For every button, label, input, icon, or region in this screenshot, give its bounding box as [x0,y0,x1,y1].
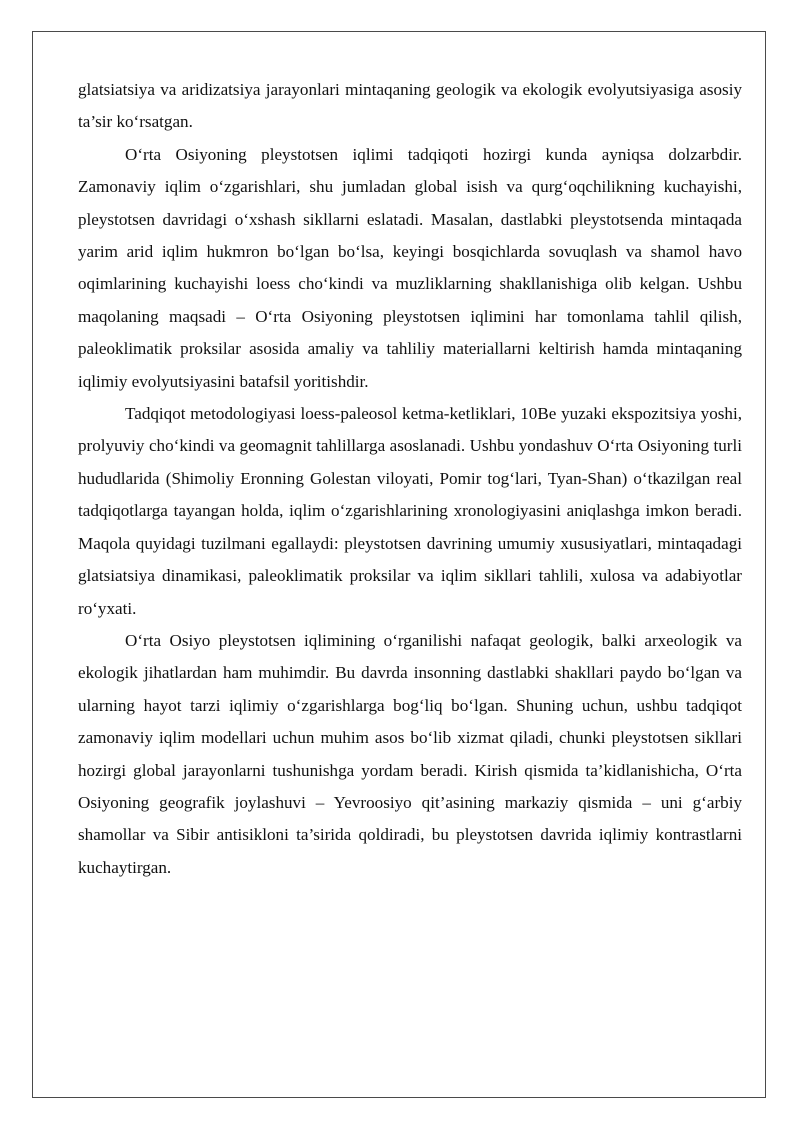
paragraph-continuation: glatsiatsiya va aridizatsiya jarayonlari mintaqaning geologik va ekologik evolyutsiyasiga asosiy ta’sir ko‘rsatgan. [78,80,742,132]
paragraph-methodology: Tadqiqot metodologiyasi loess-paleosol ketma-ketliklari, 10Be yuzaki ekspozitsiya yoshi, prolyuviy cho‘kindi va geomagnit tahlillarga asoslanadi. Ushbu yondashuv O‘rta Osiyoning turli hududlarida (Shimoliy Eronning Golestan viloyati, Pomir tog‘lari, Tyan-Shan) o‘tkazilgan real tadqiqotlarga tayangan holda, iqlim o‘zgarishlarining xronologiyasini aniqlashga imkon beradi. Maqola quyidagi tuzilmani egallaydi: pleystotsen davrining umumiy xususiyatlari, mintaqadagi glatsiatsiya dinamikasi, paleoklimatik proksilar va iqlim sikllari tahlili, xulosa va adabiyotlar ro‘yxati. [78,404,742,618]
paragraph-significance: O‘rta Osiyo pleystotsen iqlimining o‘rganilishi nafaqat geologik, balki arxeologik va ekologik jihatlardan ham muhimdir. Bu davrda insonning dastlabki shakllari paydo bo‘lgan va ularning hayot tarzi iqlimiy o‘zgarishlarga bog‘liq bo‘lgan. Shuning uchun, ushbu tadqiqot zamonaviy iqlim modellari uchun muhim asos bo‘lib xizmat qiladi, chunki pleystotsen sikllari hozirgi global jarayonlarni tushunishga yordam beradi. Kirish qismida ta’kidlanishicha, O‘rta Osiyoning geografik joylashuvi – Yevroosiyo qit’asining markaziy qismida – uni g‘arbiy shamollar va Sibir antisikloni ta’sirida qoldiradi, bu pleystotsen davrida iqlimiy kontrastlarni kuchaytirgan. [78,630,742,877]
paragraph-relevance: O‘rta Osiyoning pleystotsen iqlimi tadqiqoti hozirgi kunda ayniqsa dolzarbdir. Zamonaviy iqlim o‘zgarishlari, shu jumladan global isish va qurg‘oqchilikning kuchayishi, pleystotsen davridagi o‘xshash sikllarni eslatadi. Masalan, dastlabki pleystotsenda mintaqada yarim arid iqlim hukmron bo‘lgan bo‘lsa, keyingi bosqichlarda sovuqlash va shamol havo oqimlarining kuchayishi loess cho‘kindi va muzliklarning shakllanishiga olib kelgan. Ushbu maqolaning maqsadi – O‘rta Osiyoning pleystotsen iqlimini har tomonlama tahlil qilish, paleoklimatik proksilar asosida amaliy va tahliliy materiallarni keltirish hamda mintaqaning iqlimiy evolyutsiyasini batafsil yoritishdir. [78,144,742,391]
document-body [78,74,742,884]
